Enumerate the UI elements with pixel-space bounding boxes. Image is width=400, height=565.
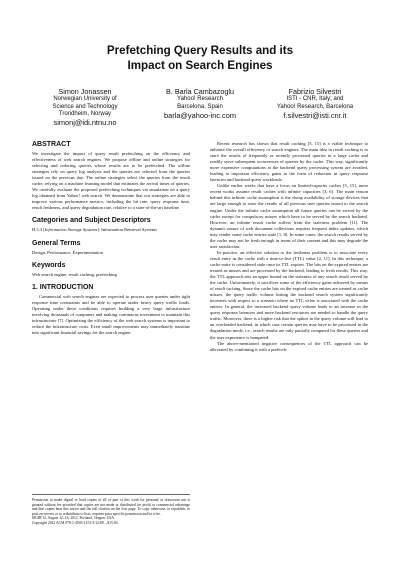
- right-column: [210, 141, 368, 353]
- title-line-1: Prefetching Query Results and its: [106, 44, 294, 57]
- body-paragraph: The above-mentioned negative consequences of the TTL approach can be alleviated by combining it with a prefetch-: [210, 340, 368, 352]
- author-affiliation: Yahoo! Research: [177, 96, 223, 103]
- categories-code: H.3.3 [: [32, 227, 45, 233]
- introduction-text: Commercial web search engines are expected to process user queries under tight response time constraints and be able to operate under heavy query traffic loads. Operating under these conditions requires building a very large infrastructure involving thousands of computers and making continuous investment to maintain this infrastructure [7]. Optimizing the efficiency of the web search systems is important to reduce the infrastructure costs. Even small improvements may immediately translate into significant financial savings for the search engine.: [32, 293, 190, 335]
- conference-venue: SIGIR'12, August 12–16, 2012, Portland, Oregon, USA.: [32, 516, 116, 521]
- body-paragraph: Recent research has shown that result caching [5, 15] is a viable technique to enhance the overall efficiency of search engines. The main idea in result caching is to store the results of frequently or recently processed queries in a large cache and readily serve subsequent occurrences of queries by the cache. This way, significantly more expensive computations at the backend query processing system are avoided, leading to important efficiency gains in the form of reduction in query response latencies and backend query workloads.: [210, 141, 368, 183]
- general-terms-heading: General Terms: [32, 239, 81, 247]
- author-affiliation: Norwegian University of: [53, 96, 117, 103]
- title-line-2: Impact on Search Engines: [127, 59, 273, 72]
- author-email: simonj@idi.ntnu.no: [53, 118, 117, 128]
- author-affiliation: Trondheim, Norway: [58, 110, 112, 117]
- author-email: f.silvestri@isti.cnr.it: [283, 110, 347, 120]
- categories-emphasis: Information Storage Systems: [44, 227, 98, 233]
- general-terms-text: Design, Performance, Experimentation: [32, 249, 103, 255]
- categories-heading: Categories and Subject Descriptors: [32, 217, 151, 225]
- introduction-heading: 1. INTRODUCTION: [32, 283, 94, 291]
- abstract-text: We investigate the impact of query result prefetching on the efficiency and effectiveness of web search engines. We propose offline and online strategies for selecting and ordering queries whose results are to be prefetched. The offline strategies rely on query log analysis and the queries are selected from the queries issued on the previous day. The online strategies select the queries from the result cache, relying on a machine learning model that estimates the arrival times of queries. We carefully evaluate the proposed prefetching techniques via simulation on a query log obtained from Yahoo! web search. We demonstrate that our strategies are able to improve various performance metrics, including the hit rate, query response time, result freshness, and query degradation rate, relative to a state-of-the-art baseline.: [32, 151, 190, 211]
- body-paragraph: In practice, an effective solution to the freshness problem is to associate every result entry in the cache with a time-to-live (TTL) value [2, 11]. In this technique, a cache entry is considered stale once its TTL expires. The hits on the expired entries are treated as misses and are processed by the backend, leading to fresh results. This way, the TTL approach sets an upper bound on the staleness of any search result served by the cache. Unfortunately, it sacrifices some of the efficiency gains achieved by means of result caching. Since the cache hits on the expired cache entries are treated as cache misses, the query traffic volume hitting the backend search system significantly increases with respect to a scenario where no TTL value is associated with the cache entries. In general, the increased backend query volume leads to an increase in the query response latencies and more backend resources are needed to handle the query traffic. Moreover, there is a higher risk that the spikes in the query volume will lead to an overloaded backend, in which case certain queries may have to be processed in the degradation mode, i.e., search results are only partially computed for these queries and the user experience is hampered.: [210, 249, 368, 340]
- copyright-line: Copyright 2012 ACM 978-1-4503-1472-5/12/08 ...$15.00.: [32, 520, 119, 525]
- body-paragraph: Unlike earlier works that have a focus on limited-capacity caches [5, 15], more recent works assume result caches with infinite capacities [3, 6]. The main reason behind this infinite cache assumption is the cheap availability of storage devices that are large enough to store the results of all previous user queries issued to the search engine. Under the infinite cache assumption all future queries can be served by the cache except for compulsory misses which have to be served by the search backend. However, an infinite result cache suffers from the staleness problem [11]. The dynamic nature of web document collections requires frequent index updates, which may render some cache entries stale [1, 8]. In some cases, the search results served by the cache may not be fresh enough in terms of their content and this may degrade the user satisfaction.: [210, 183, 368, 249]
- author-name: Simon Jonassen: [58, 87, 112, 96]
- author-2: [144, 88, 256, 120]
- abstract-heading: ABSTRACT: [32, 141, 71, 148]
- author-email: barla@yahoo-inc.com: [164, 110, 236, 120]
- keywords-heading: Keywords: [32, 261, 66, 269]
- categories-rest: ]: Information Retrieval Systems: [97, 227, 158, 233]
- author-affiliation: Science and Technology: [52, 103, 118, 110]
- author-name: B. Barla Cambazoglu: [166, 87, 234, 96]
- author-affiliation: Barcelona, Spain: [177, 103, 223, 110]
- author-name: Fabrizio Silvestri: [288, 87, 342, 96]
- paper-title: [40, 43, 360, 73]
- author-affiliation: ISTI - CNR, Italy; and: [286, 96, 344, 103]
- author-1: [30, 88, 140, 127]
- author-block: [30, 88, 370, 133]
- author-3: [260, 88, 370, 120]
- left-column: [32, 141, 190, 336]
- permission-notice: [32, 494, 190, 526]
- keywords-text: Web search engine, result caching, prefetching: [32, 271, 117, 277]
- author-affiliation: Yahoo! Research, Barcelona: [276, 103, 354, 110]
- permission-text: Permission to make digital or hard copies of all or part of this work for personal or classroom use is granted without fee provided that copies are not made or distributed for profit or commercial advantage and that copies bear this notice and the full citation on the first page. To copy otherwise, to republish, to post on servers or to redistribute to lists, requires prior specific permission and/or a fee.: [32, 498, 190, 516]
- categories-text: [32, 227, 190, 233]
